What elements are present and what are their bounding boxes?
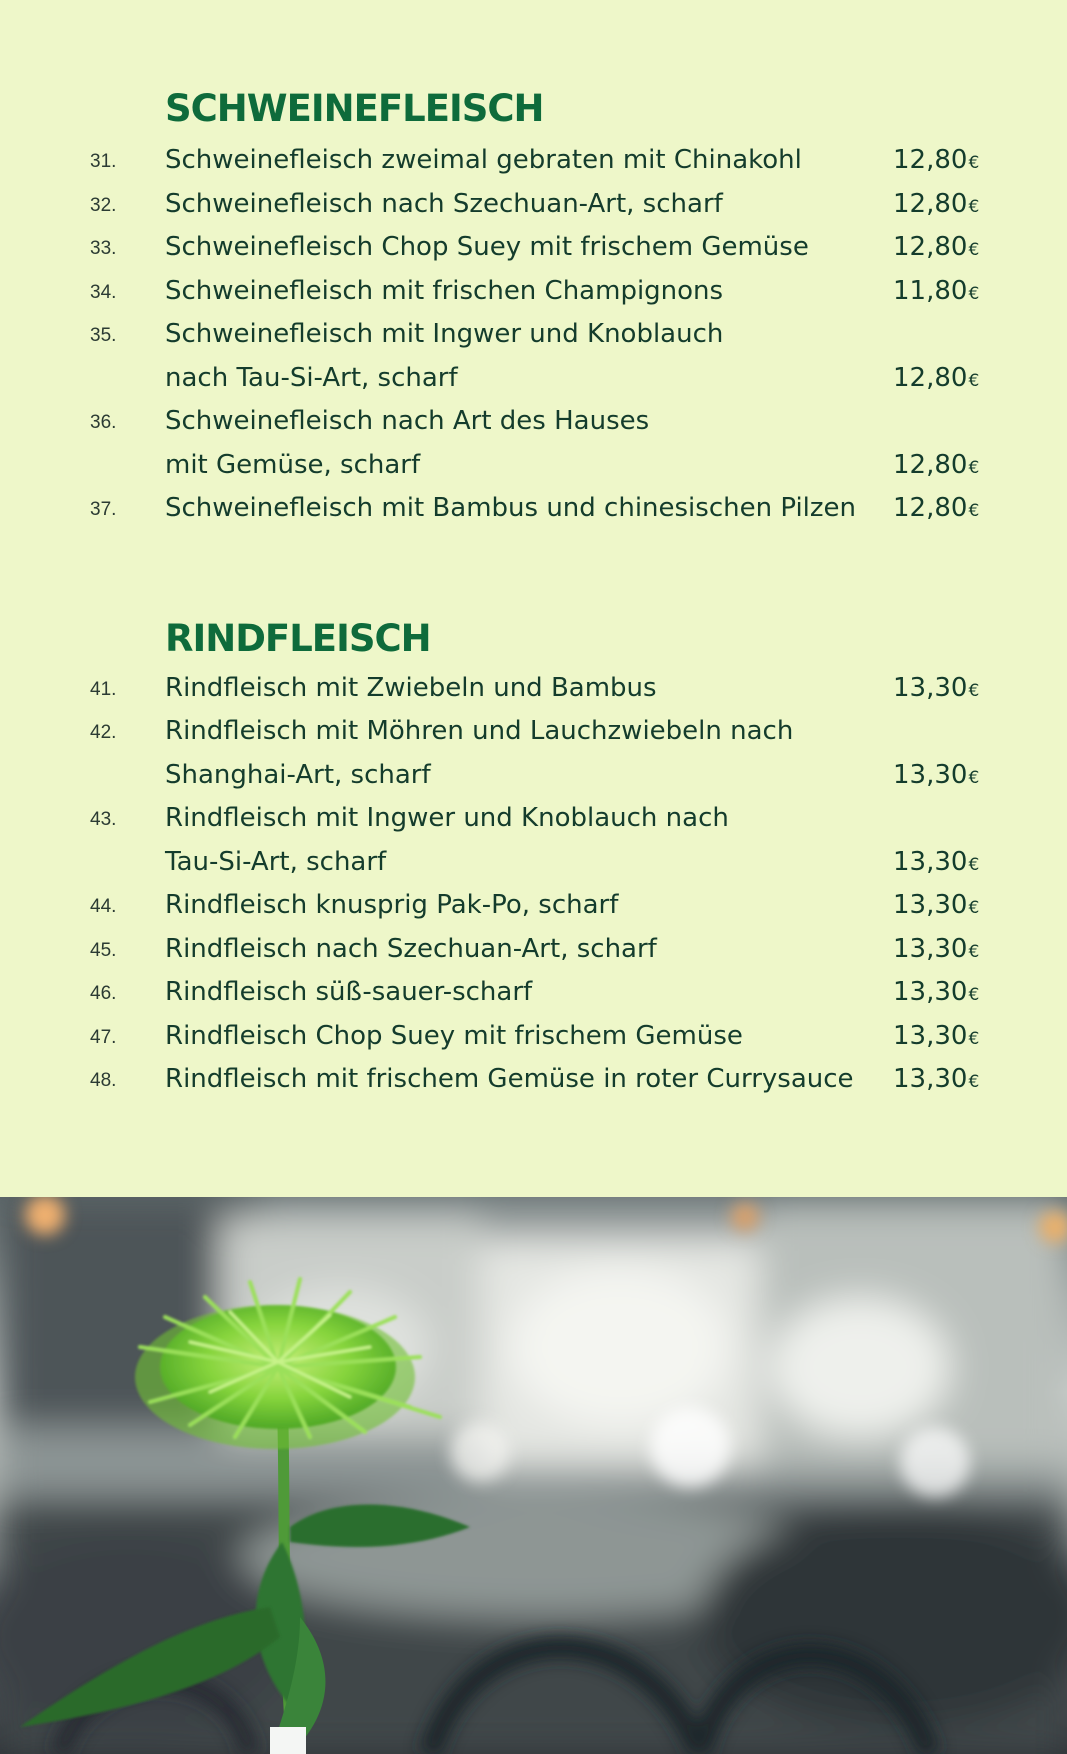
item-number: 33. [90, 238, 117, 259]
menu-item [0, 182, 1067, 226]
menu-item [0, 970, 1067, 1014]
item-number: 32. [90, 195, 117, 216]
menu-item [0, 1014, 1067, 1058]
menu-item [0, 796, 1067, 884]
item-name: Schweinefleisch Chop Suey mit frischem Gemüse [165, 232, 809, 262]
item-name: Schweinefleisch nach Szechuan-Art, scharf [165, 189, 723, 219]
item-number: 46. [90, 983, 117, 1004]
item-number: 35. [90, 325, 117, 346]
item-number: 34. [90, 282, 117, 303]
item-price: 11,80€ [893, 276, 980, 306]
item-name: Rindfleisch mit Zwiebeln und Bambus [165, 673, 657, 703]
menu-item [0, 138, 1067, 182]
item-name-line-1: Schweinefleisch nach Art des Hauses [165, 406, 650, 436]
item-price: 13,30€ [893, 1021, 980, 1051]
menu-item [0, 486, 1067, 530]
item-price: 12,80€ [893, 493, 980, 523]
item-name-line-1: Schweinefleisch mit Ingwer und Knoblauch [165, 319, 724, 349]
item-number: 42. [90, 722, 117, 743]
menu-item [0, 269, 1067, 313]
item-name: Schweinefleisch mit Bambus und chinesischen Pilzen [165, 493, 857, 523]
item-name: Rindfleisch mit frischem Gemüse in roter Currysauce [165, 1064, 854, 1094]
item-name-line-2: Shanghai-Art, scharf [165, 760, 431, 790]
item-number: 47. [90, 1027, 117, 1048]
section-title: SCHWEINEFLEISCH [165, 87, 544, 130]
item-price: 13,30€ [893, 847, 980, 877]
item-price: 12,80€ [893, 450, 980, 480]
item-name: Rindfleisch süß-sauer-scharf [165, 977, 533, 1007]
item-name: Schweinefleisch zweimal gebraten mit Chinakohl [165, 145, 802, 175]
menu-item [0, 666, 1067, 710]
item-number: 41. [90, 679, 117, 700]
menu-item [0, 709, 1067, 797]
item-number: 36. [90, 412, 117, 433]
item-name-line-2: mit Gemüse, scharf [165, 450, 421, 480]
item-name: Schweinefleisch mit frischen Champignons [165, 276, 724, 306]
item-name: Rindfleisch nach Szechuan-Art, scharf [165, 934, 657, 964]
item-name-line-1: Rindfleisch mit Ingwer und Knoblauch nach [165, 803, 729, 833]
menu-item [0, 883, 1067, 927]
item-number: 45. [90, 940, 117, 961]
flower-photo-illustration [0, 1197, 1067, 1754]
vase [270, 1727, 306, 1754]
item-number: 37. [90, 499, 117, 520]
item-name-line-2: nach Tau-Si-Art, scharf [165, 363, 458, 393]
item-number: 48. [90, 1070, 117, 1091]
item-number: 31. [90, 151, 117, 172]
item-price: 13,30€ [893, 890, 980, 920]
item-number: 44. [90, 896, 117, 917]
item-price: 12,80€ [893, 232, 980, 262]
item-name-line-1: Rindfleisch mit Möhren und Lauchzwiebeln nach [165, 716, 794, 746]
menu-item [0, 399, 1067, 487]
item-name: Rindfleisch Chop Suey mit frischem Gemüse [165, 1021, 743, 1051]
item-price: 13,30€ [893, 977, 980, 1007]
flower-photo [0, 1197, 1067, 1754]
item-price: 12,80€ [893, 189, 980, 219]
item-price: 13,30€ [893, 673, 980, 703]
menu-item [0, 927, 1067, 971]
item-price: 12,80€ [893, 363, 980, 393]
item-price: 13,30€ [893, 934, 980, 964]
item-name: Rindfleisch knusprig Pak-Po, scharf [165, 890, 619, 920]
section-title: RINDFLEISCH [165, 617, 431, 660]
item-price: 13,30€ [893, 760, 980, 790]
menu-item [0, 1057, 1067, 1101]
menu-item [0, 225, 1067, 269]
menu-item [0, 312, 1067, 400]
item-price: 13,30€ [893, 1064, 980, 1094]
item-number: 43. [90, 809, 117, 830]
item-name-line-2: Tau-Si-Art, scharf [165, 847, 387, 877]
item-price: 12,80€ [893, 145, 980, 175]
